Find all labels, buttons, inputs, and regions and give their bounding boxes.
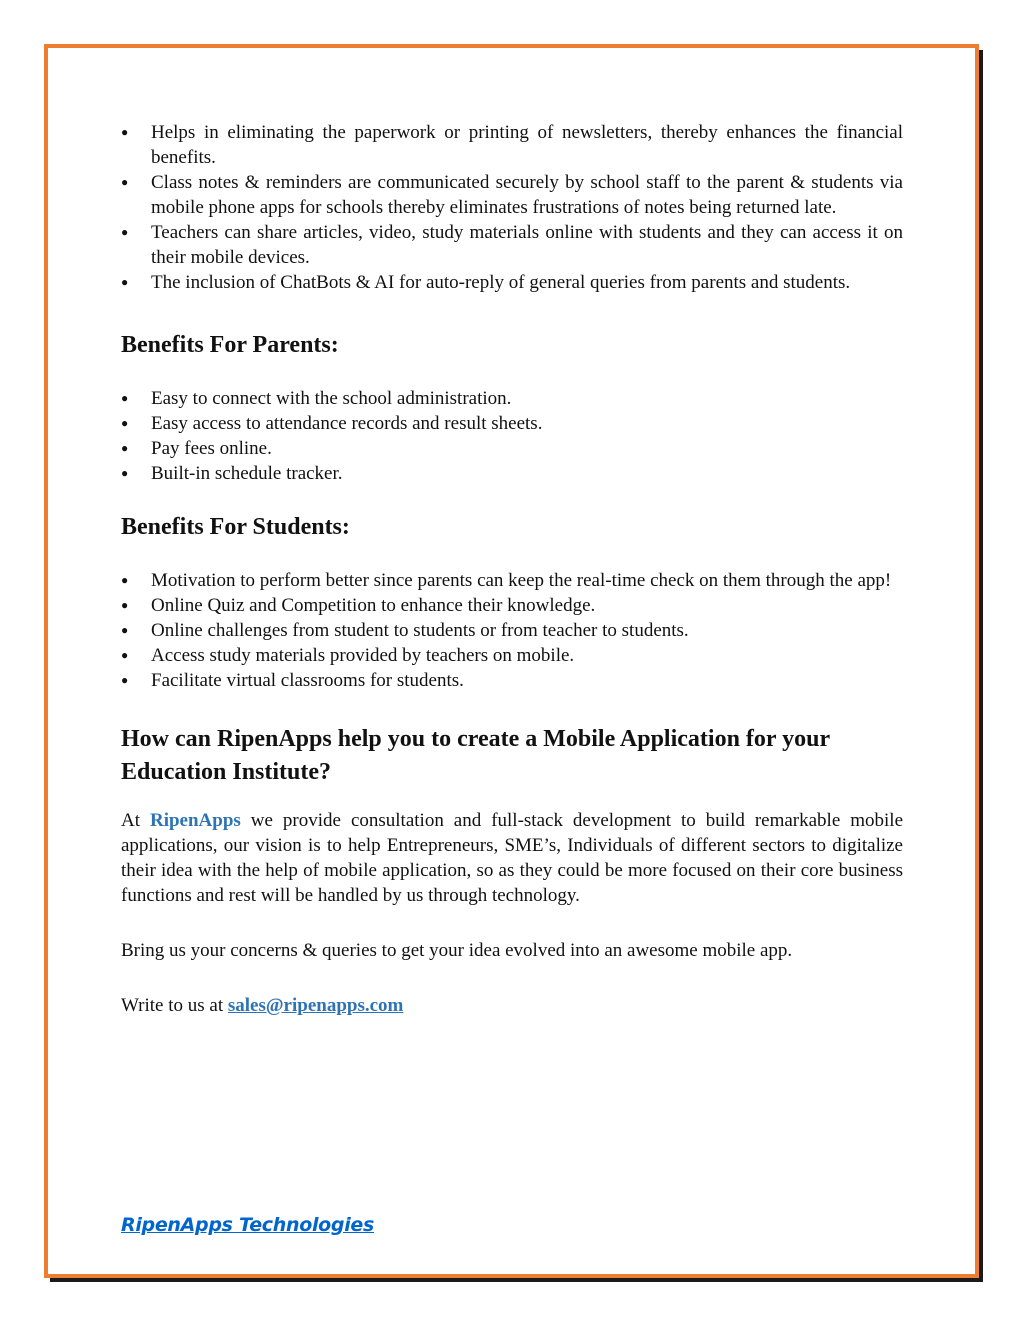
parents-heading: Benefits For Parents:: [121, 332, 339, 358]
parents-bullet-list: [121, 386, 903, 486]
list-item: ● Class notes & reminders are communicated securely by school staff to the parent & students via mobile phone apps for schools thereby eliminates frustrations of notes being returned late.: [121, 172, 903, 218]
email-link[interactable]: sales@ripenapps.com: [227, 995, 404, 1016]
bullet-icon: ●: [121, 598, 129, 612]
list-item: ● Helps in eliminating the paperwork or printing of newsletters, thereby enhances the financial benefits.: [121, 122, 903, 168]
concerns-paragraph: Bring us your concerns & queries to get your idea evolved into an awesome mobile app.: [121, 940, 793, 961]
bullet-icon: ●: [121, 648, 129, 662]
bullet-icon: ●: [121, 275, 129, 289]
bullet-icon: ●: [121, 175, 129, 189]
list-item: ● Motivation to perform better since parents can keep the real-time check on them through the app!: [121, 570, 892, 591]
bullet-icon: ●: [121, 416, 129, 430]
bullet-icon: ●: [121, 125, 129, 139]
list-item: ● Facilitate virtual classrooms for students.: [121, 670, 464, 691]
document-body: [121, 120, 903, 1018]
bullet-icon: ●: [121, 441, 129, 455]
list-item: ● Pay fees online.: [121, 438, 272, 459]
list-item: ● The inclusion of ChatBots & AI for auto-reply of general queries from parents and students.: [121, 272, 851, 293]
list-item: ● Easy access to attendance records and result sheets.: [121, 413, 543, 434]
list-item: ● Built-in schedule tracker.: [121, 463, 343, 484]
intro-bullet-list: [121, 120, 903, 295]
how-heading: How can RipenApps help you to create a Mobile Application for your Education Institute?: [121, 726, 830, 785]
contact-paragraph: Write to us at sales@ripenapps.com: [121, 995, 404, 1016]
students-bullet-list: [121, 568, 903, 693]
list-item: ● Easy to connect with the school administration.: [121, 388, 512, 409]
brand-name: RipenApps: [149, 810, 241, 831]
footer-company-link[interactable]: RipenApps Technologies: [121, 1214, 375, 1236]
list-item: ● Online Quiz and Competition to enhance their knowledge.: [121, 595, 596, 616]
bullet-icon: ●: [121, 623, 129, 637]
bullet-icon: ●: [121, 225, 129, 239]
list-item: ● Access study materials provided by teachers on mobile.: [121, 645, 575, 666]
how-paragraph: At RipenApps we provide consultation and full-stack development to build remarkable mobile applications, our vision is to help Entrepreneurs, SME’s, Individuals of different sectors to digitalize their idea with the help of mobile application, so as they could be more focused on their core business functions and rest will be handled by us through technology.: [121, 810, 904, 906]
list-item: ● Online challenges from student to students or from teacher to students.: [121, 620, 689, 641]
students-heading: Benefits For Students:: [121, 514, 350, 540]
bullet-icon: ●: [121, 466, 129, 480]
list-item: ● Teachers can share articles, video, study materials online with students and they can access it on their mobile devices.: [121, 222, 903, 268]
bullet-icon: ●: [121, 673, 129, 687]
bullet-icon: ●: [121, 573, 129, 587]
bullet-icon: ●: [121, 391, 129, 405]
